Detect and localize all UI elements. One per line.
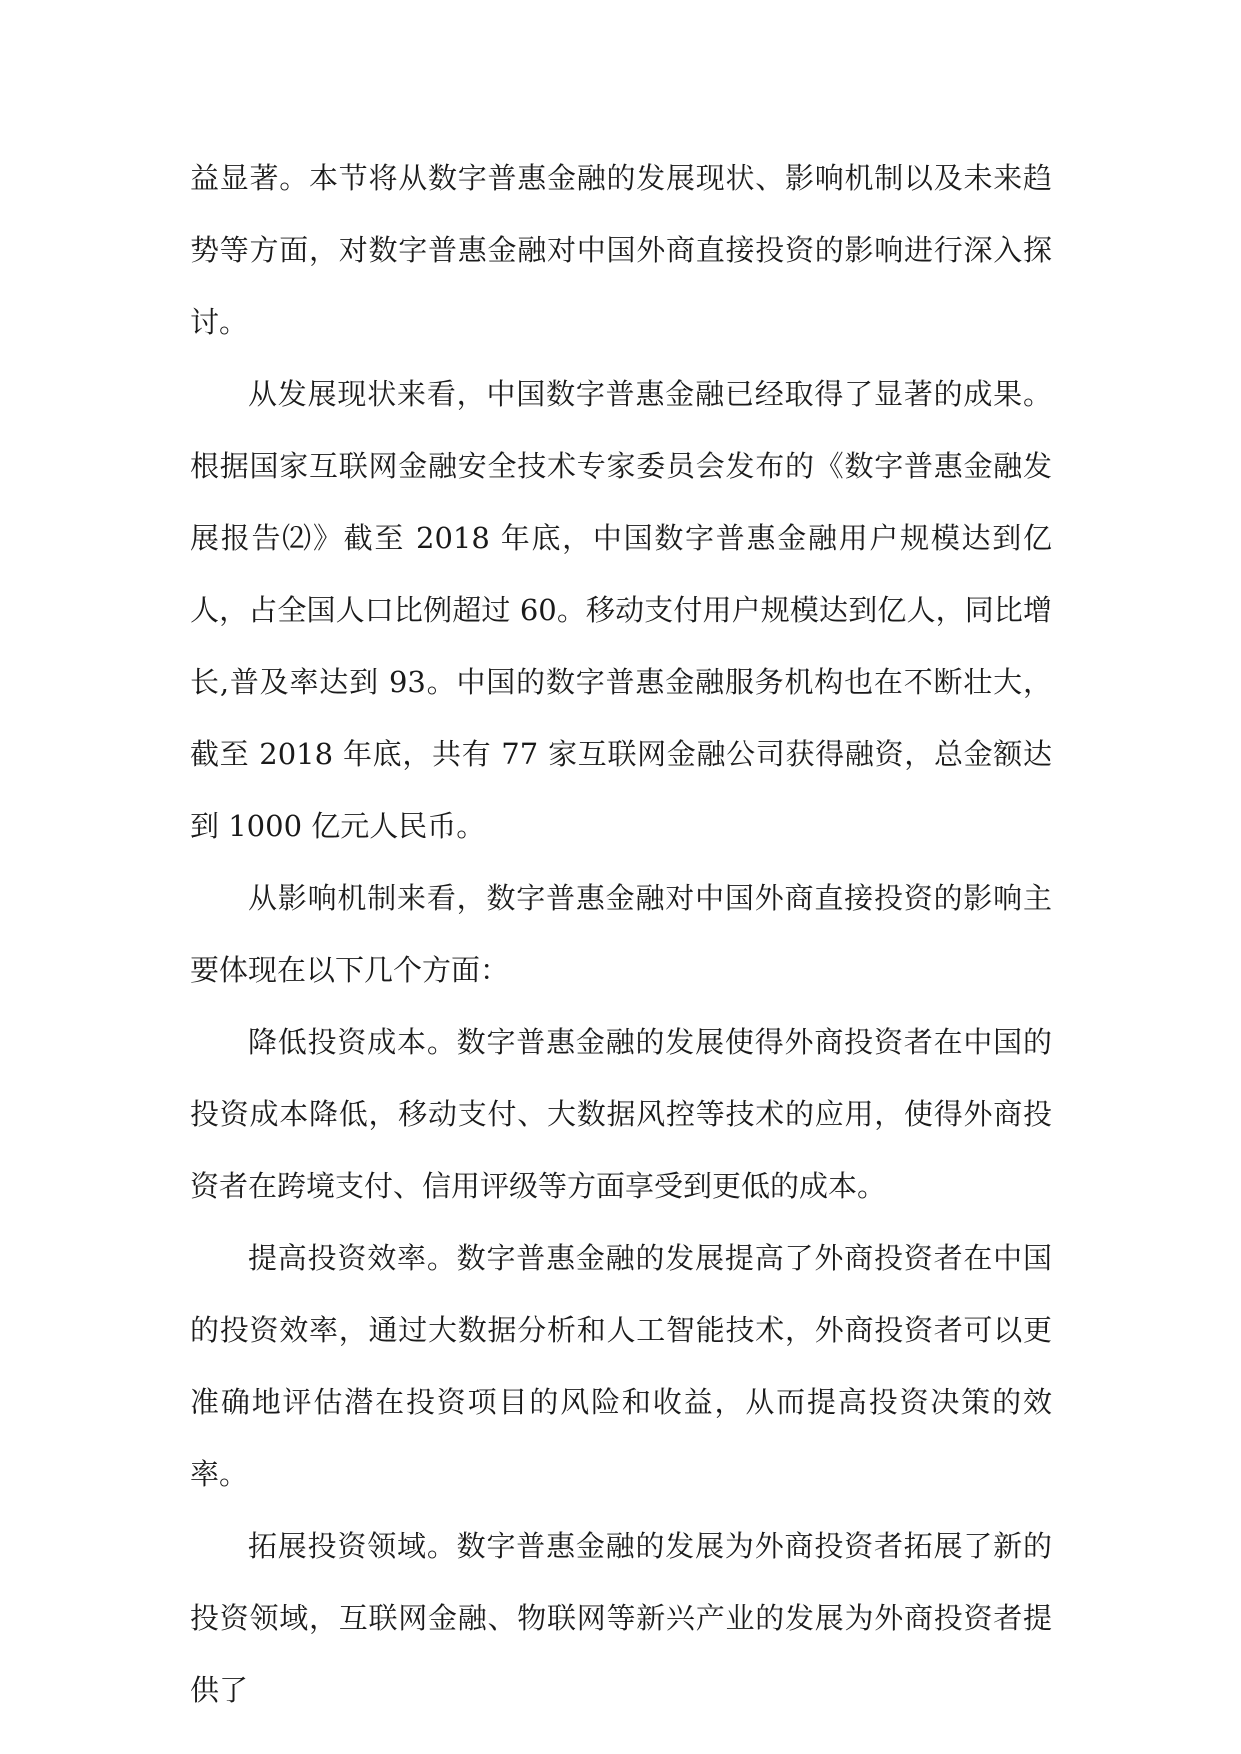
paragraph-continuation: 益显著。本节将从数字普惠金融的发展现状、影响机制以及未来趋势等方面，对数字普惠金融对中国外商直接投资的影响进行深入探讨。: [190, 161, 1052, 339]
paragraph-improve-efficiency: 提高投资效率。数字普惠金融的发展提高了外商投资者在中国的投资效率，通过大数据分析和人工智能技术，外商投资者可以更准确地评估潜在投资项目的风险和收益，从而提高投资决策的效率。: [190, 1241, 1052, 1491]
paragraph-development-status: 从发展现状来看，中国数字普惠金融已经取得了显著的成果。根据国家互联网金融安全技术专家委员会发布的《数字普惠金融发展报告⑵》截至 2018 年底，中国数字普惠金融用户规模达到亿人，占全国人口比例超过 60。移动支付用户规模达到亿人，同比增长,普及率达到 93。中国的数字普惠金融服务机构也在不断壮大，截至 2018 年底，共有 77 家互联网金融公司获得融资，总金额达到 1000 亿元人民币。: [190, 377, 1052, 843]
paragraph-lower-cost: 降低投资成本。数字普惠金融的发展使得外商投资者在中国的投资成本降低，移动支付、大数据风控等技术的应用，使得外商投资者在跨境支付、信用评级等方面享受到更低的成本。: [190, 1025, 1052, 1203]
paragraph-expand-fields: 拓展投资领域。数字普惠金融的发展为外商投资者拓展了新的投资领域，互联网金融、物联网等新兴产业的发展为外商投资者提供了: [190, 1529, 1052, 1707]
document-body: [190, 142, 1052, 1726]
paragraph-impact-mechanism: 从影响机制来看，数字普惠金融对中国外商直接投资的影响主要体现在以下几个方面：: [190, 881, 1052, 987]
